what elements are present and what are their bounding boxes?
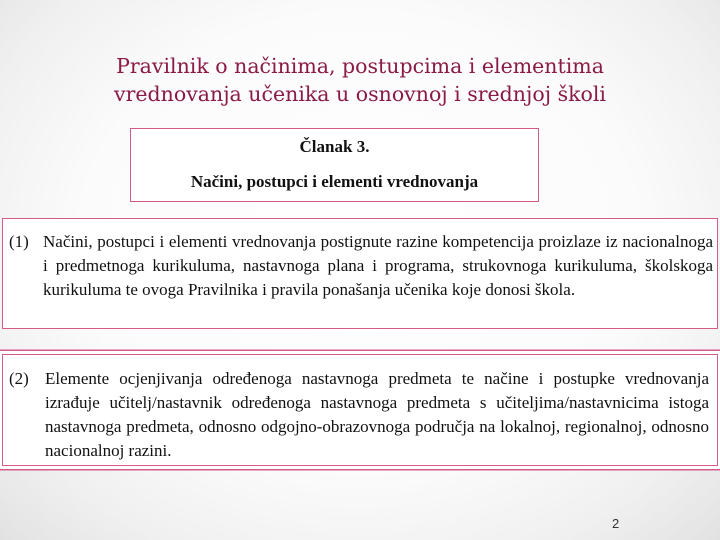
slide-title-line-1: Pravilnik o načinima, postupcima i elementima	[116, 54, 604, 78]
paragraph-1-box	[2, 218, 718, 329]
article-number: Članak 3.	[299, 137, 370, 156]
article-heading: Načini, postupci i elementi vrednovanja	[190, 172, 479, 191]
article-header-box	[130, 128, 539, 202]
page-number: 2	[612, 516, 620, 531]
slide-title	[40, 52, 680, 108]
paragraph-2-text: Elemente ocjenjivanja određenoga nastavnoga predmeta te načine i postupke vrednovanja izrađuje učitelj/nastavnik određenoga nastavnoga predmeta s učiteljima/nastavnicima istoga nastavnoga predmeta, odnosno odgojno-obrazovnoga područja na lokalnoj, regionalnoj, odnosno nacionalnoj razini.	[45, 369, 709, 460]
slide-title-line-2: vrednovanja učenika u osnovnoj i srednjoj školi	[114, 82, 606, 106]
paragraph-1-number: (1)	[9, 232, 29, 251]
paragraph-2-number: (2)	[9, 369, 29, 388]
paragraph-1-text: Načini, postupci i elementi vrednovanja postignute razine kompetencija proizlaze iz nacionalnoga i predmetnoga kurikuluma, nastavnoga plana i programa, strukovnoga kurikuluma, školskoga kurikuluma te ovoga Pravilnika i pravila ponašanja učenika koje donosi škola.	[43, 232, 713, 299]
paragraph-2-box	[2, 354, 718, 466]
